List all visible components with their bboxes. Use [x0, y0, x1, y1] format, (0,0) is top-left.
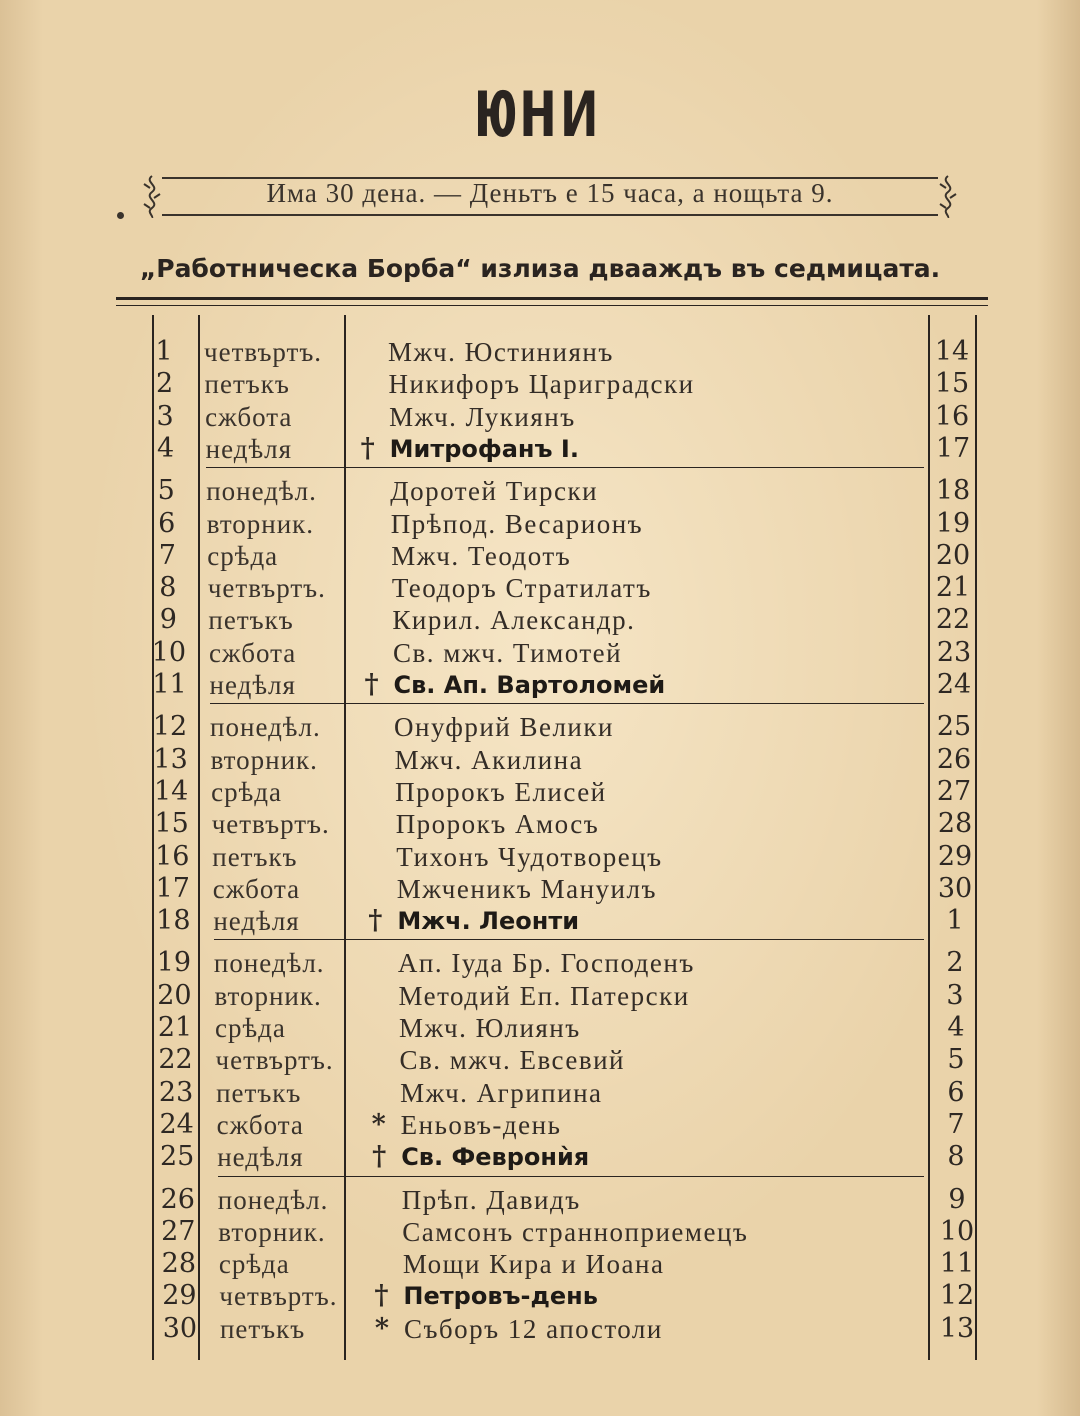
weekday-name: четвъртъ.: [207, 573, 326, 604]
day-number: 19: [156, 947, 192, 979]
weekday-name: недѣля: [209, 670, 296, 700]
day-number: 21: [157, 1012, 193, 1043]
saint-name: Мжч. Лукиянъ: [389, 401, 576, 432]
old-style-date: 4: [947, 1012, 965, 1043]
day-number: 13: [153, 743, 188, 775]
calendar-day-row: [0, 947, 1080, 979]
old-style-date: 21: [935, 572, 971, 604]
day-number: 15: [154, 808, 189, 840]
old-style-date: 29: [937, 840, 973, 872]
weekday-name: петъкъ: [216, 1077, 302, 1108]
saint-name: Онуфрий Велики: [394, 712, 614, 743]
feast-marker: †: [364, 669, 379, 700]
calendar-day-row: [0, 433, 1080, 465]
weekday-name: петъкъ: [219, 1313, 306, 1344]
feast-marker: †: [372, 1141, 387, 1173]
saint-name: Петровъ-день: [403, 1282, 598, 1311]
weekday-name: вторник.: [206, 508, 315, 539]
saint-name: Мощи Кира и Иоана: [402, 1249, 665, 1280]
day-number: 8: [159, 572, 177, 604]
saint-name: Мжч. Леонти: [397, 907, 580, 936]
calendar-day-row: [0, 808, 1080, 840]
weekday-name: петъкъ: [204, 369, 290, 400]
saint-name: Теодоръ Стратилатъ: [391, 573, 652, 604]
calendar-day-row: [0, 572, 1080, 604]
saint-name: Мжч. Агрипина: [400, 1077, 603, 1108]
old-style-date: 1: [946, 905, 964, 937]
weekday-name: четвъртъ.: [204, 337, 323, 367]
calendar-day-row: [0, 1280, 1080, 1312]
saint-name: Самсонъ странноприемецъ: [402, 1216, 749, 1247]
saint-name: Никифоръ Цариградски: [388, 369, 695, 400]
day-number: 20: [157, 979, 192, 1011]
old-style-date: 24: [936, 669, 972, 700]
calendar-day-row: [0, 1216, 1080, 1248]
calendar-day-row: [0, 744, 1080, 776]
day-number: 6: [158, 507, 176, 539]
day-number: 25: [160, 1141, 195, 1173]
day-number: 16: [155, 840, 190, 872]
old-style-date: 28: [937, 808, 973, 840]
weekday-name: понедѣл.: [210, 712, 321, 743]
calendar-day-row: [0, 841, 1080, 873]
day-number: 10: [151, 636, 187, 668]
saint-name: Св. Февронѝя: [401, 1143, 590, 1172]
weekday-name: недѣля: [205, 433, 293, 464]
calendar-day-row: [0, 368, 1080, 400]
saint-name: Прѣпод. Весарионъ: [390, 508, 644, 539]
weekday-name: сжбота: [208, 637, 297, 668]
weekday-name: вторник.: [218, 1216, 326, 1247]
weekday-name: сжбота: [216, 1109, 304, 1140]
day-number: 9: [159, 604, 177, 636]
weekday-name: петъкъ: [208, 605, 294, 636]
old-style-date: 17: [935, 432, 971, 464]
old-style-date: 26: [936, 743, 972, 775]
calendar-day-row: [0, 1141, 1080, 1173]
page-title: ЮНИ: [478, 78, 602, 151]
old-style-date: 22: [935, 604, 971, 636]
old-style-date: 11: [939, 1248, 975, 1280]
day-number: 28: [161, 1248, 197, 1280]
weekday-name: понедѣл.: [217, 1184, 329, 1215]
old-style-date: 19: [935, 507, 971, 539]
saint-name: Св. мжч. Евсевий: [399, 1045, 625, 1076]
saint-name: Прѣп. Давидъ: [401, 1184, 581, 1215]
calendar-day-row: [0, 540, 1080, 572]
old-style-date: 9: [948, 1183, 966, 1215]
day-number: 5: [157, 475, 175, 507]
calendar-day-row: [0, 669, 1080, 701]
day-number: 23: [158, 1076, 194, 1108]
calendar-day-row: [0, 873, 1080, 905]
saint-name: Съборъ 12 апостоли: [403, 1313, 663, 1344]
calendar-day-row: [0, 776, 1080, 808]
day-number: 27: [161, 1215, 196, 1247]
day-number: 22: [158, 1044, 193, 1076]
weekday-name: срѣда: [211, 776, 283, 807]
weekday-name: вторник.: [214, 980, 322, 1011]
old-style-date: 2: [946, 947, 964, 979]
saint-name: Мжч. Акилина: [394, 744, 584, 775]
calendar-day-row: [0, 980, 1080, 1012]
weekday-name: четвъртъ.: [215, 1045, 334, 1076]
weekday-name: срѣда: [207, 540, 279, 571]
day-number: 18: [156, 905, 191, 937]
saint-name: Методий Еп. Патерски: [398, 980, 690, 1011]
week-separator-rule: [214, 939, 924, 940]
old-style-date: 3: [946, 979, 964, 1011]
calendar-day-row: [0, 401, 1080, 433]
calendar-day-row: [0, 475, 1080, 507]
calendar-day-row: [0, 711, 1080, 743]
day-number: 4: [157, 432, 175, 464]
day-number: 3: [156, 400, 174, 432]
saint-name: Пророкъ Елисей: [395, 776, 607, 807]
week-separator-rule: [218, 1176, 924, 1177]
calendar-day-row: [0, 1077, 1080, 1109]
weekday-name: понедѣл.: [206, 476, 317, 507]
weekday-name: недѣля: [213, 906, 300, 937]
month-info-text: Има 30 дена. — Деньтъ е 15 часа, а нощьта 9.: [266, 178, 834, 208]
old-style-date: 27: [936, 775, 972, 807]
day-number: 2: [155, 368, 174, 400]
saint-name: Мжч. Юстиниянъ: [388, 337, 614, 367]
day-number: 17: [155, 872, 190, 904]
weekday-name: вторник.: [210, 744, 318, 775]
day-number: 12: [152, 711, 188, 743]
calendar-day-row: [0, 637, 1080, 669]
calendar-day-row: [0, 336, 1080, 368]
feast-marker: †: [360, 432, 375, 464]
old-style-date: 20: [935, 539, 971, 571]
saint-name: Пророкъ Амосъ: [395, 809, 600, 840]
week-separator-rule: [210, 703, 924, 704]
saint-name: Мжч. Теодотъ: [391, 540, 572, 571]
weekday-name: недѣля: [217, 1142, 304, 1173]
weekday-name: четвъртъ.: [211, 809, 330, 840]
day-number: 14: [153, 775, 189, 807]
saint-name: Кирил. Александр.: [392, 605, 636, 636]
newspaper-notice: „Работническа Борба“ излиза двааждъ въ седмицата.: [139, 254, 941, 283]
day-number: 7: [158, 539, 176, 571]
day-number: 29: [162, 1280, 197, 1312]
calendar-day-row: [0, 1109, 1080, 1141]
saint-name: Св. мжч. Тимотей: [392, 637, 623, 668]
weekday-name: срѣда: [215, 1013, 286, 1043]
weekday-name: сжбота: [205, 401, 293, 432]
day-number: 24: [159, 1108, 194, 1140]
weekday-name: петъкъ: [212, 841, 298, 872]
weekday-name: сжбота: [212, 873, 301, 904]
weekday-name: срѣда: [218, 1249, 290, 1280]
feast-marker: *: [374, 1312, 389, 1344]
old-style-date: 23: [936, 636, 972, 668]
old-style-date: 8: [947, 1141, 965, 1173]
old-style-date: 6: [947, 1076, 965, 1108]
old-style-date: 16: [934, 400, 970, 432]
calendar-day-row: [0, 1184, 1080, 1216]
calendar-day-row: [0, 905, 1080, 937]
day-number: 11: [152, 669, 187, 700]
old-style-date: 30: [937, 872, 973, 904]
weekday-name: понедѣл.: [213, 948, 325, 979]
saint-name: Тихонъ Чудотворецъ: [396, 841, 663, 872]
old-style-date: 25: [936, 711, 972, 743]
saint-name: Мжченикъ Мануилъ: [396, 873, 657, 904]
saint-name: Митрофанъ I.: [389, 434, 579, 463]
feast-marker: *: [371, 1108, 386, 1140]
old-style-date: 13: [939, 1312, 975, 1344]
calendar-day-row: [0, 1044, 1080, 1076]
old-style-date: 12: [939, 1280, 975, 1312]
weekday-name: четвъртъ.: [219, 1281, 338, 1312]
day-number: 30: [162, 1312, 198, 1344]
saint-name: Св. Ап. Вартоломей: [393, 671, 666, 699]
saint-name: Еньовъ-день: [400, 1109, 562, 1140]
saint-name: Ап. Iуда Бр. Господенъ: [397, 948, 695, 979]
old-style-date: 5: [947, 1044, 965, 1076]
old-style-date: 15: [934, 368, 970, 400]
feast-marker: †: [368, 905, 383, 937]
day-number: 26: [160, 1183, 195, 1215]
old-style-date: 10: [939, 1215, 975, 1247]
old-style-date: 14: [934, 336, 970, 367]
calendar-day-row: [0, 1313, 1080, 1345]
saint-name: Доротей Тирски: [390, 476, 599, 507]
old-style-date: 7: [947, 1108, 965, 1140]
day-number: 1: [155, 336, 173, 367]
old-style-date: 18: [935, 475, 971, 507]
week-separator-rule: [206, 467, 924, 468]
feast-marker: †: [374, 1280, 389, 1312]
saint-name: Мжч. Юлиянъ: [399, 1013, 581, 1043]
calendar-day-row: [0, 604, 1080, 636]
calendar-day-row: [0, 508, 1080, 540]
calendar-day-row: [0, 1248, 1080, 1280]
calendar-day-row: [0, 1012, 1080, 1044]
